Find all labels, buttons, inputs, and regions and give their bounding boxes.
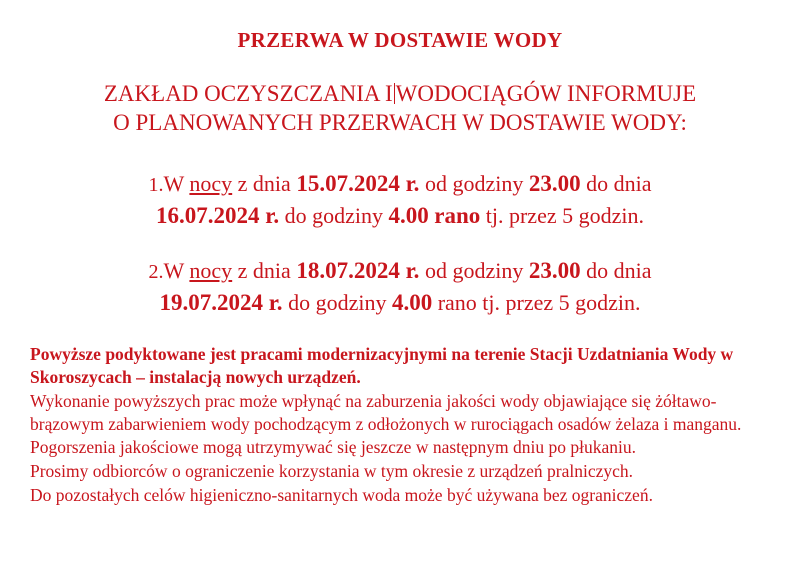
item-number: 2. [148, 261, 164, 284]
item-2-date-to: 19.07.2024 r. [159, 290, 283, 316]
item-2-seg3: od godziny [419, 258, 529, 284]
item-2-seg6: rano [437, 290, 477, 316]
item-1-seg5: do godziny [279, 202, 389, 228]
item-2-seg4: do dnia [580, 258, 652, 284]
lead-paragraph: Powyższe podyktowane jest pracami modernizacyjnymi na terenie Stacji Uzdatniania Wody w Skoroszycach – instalacją nowych urządzeń. [30, 343, 734, 387]
item-number: 1. [148, 173, 164, 196]
intro-block [0, 79, 800, 138]
item-2-seg5: do godziny [282, 290, 392, 316]
item-2-date-from: 18.07.2024 r. [296, 258, 420, 284]
item-1-underlined: nocy [189, 170, 233, 196]
item-1-date-from: 15.07.2024 r. [296, 170, 420, 196]
outage-item-1-line-1 [0, 168, 800, 200]
outage-item-2-line-1 [0, 255, 800, 287]
announcement-document [0, 28, 800, 563]
intro-line-1 [0, 79, 800, 108]
outage-list [0, 168, 800, 319]
item-1-date-to: 16.07.2024 r. [156, 202, 280, 228]
item-2-seg2: z dnia [232, 258, 297, 284]
list-item [0, 255, 800, 318]
item-1-seg7: tj. przez 5 godzin. [480, 202, 644, 228]
item-1-time-to: 4.00 [388, 202, 429, 228]
item-2-time-from: 23.00 [528, 258, 581, 284]
item-1-seg6: rano [434, 202, 481, 228]
item-2-underlined: nocy [189, 258, 233, 284]
outage-item-2-line-2 [0, 287, 800, 319]
paragraph-1: Wykonanie powyższych prac może wpłynąć na zaburzenia jakości wody objawiające się żółtawo-brązowym zabarwieniem wody pochodzącym z odłożonych w rurociągach osadów żelaza i manganu. Pogorszenia jakościowe mogą utrzymywać się jeszcze w następnym dniu po płukaniu. [30, 391, 742, 458]
item-1-seg3: od godziny [419, 170, 529, 196]
item-1-time-from: 23.00 [528, 170, 581, 196]
intro-line-1-after-caret: WODOCIĄGÓW INFORMUJE [395, 81, 697, 106]
item-1-seg1: W [163, 170, 190, 196]
paragraph-3: Do pozostałych celów higieniczno-sanitarnych woda może być używana bez ograniczeń. [30, 485, 653, 506]
list-item [0, 168, 800, 231]
body-text [30, 343, 770, 508]
paragraph-2: Prosimy odbiorców o ograniczenie korzystania w tym okresie z urządzeń pralniczych. [30, 461, 634, 482]
item-2-seg7: tj. przez 5 godzin. [476, 290, 641, 316]
intro-line-2: O PLANOWANYCH PRZERWACH W DOSTAWIE WODY: [113, 110, 687, 136]
intro-line-1-before-caret: ZAKŁAD OCZYSZCZANIA I [103, 81, 393, 106]
item-2-seg1: W [163, 258, 190, 284]
item-2-time-to: 4.00 [391, 290, 433, 316]
page-title: PRZERWA W DOSTAWIE WODY [237, 28, 563, 52]
outage-item-1-line-2 [0, 200, 800, 232]
item-1-seg2: z dnia [232, 170, 297, 196]
item-1-seg4: do dnia [580, 170, 652, 196]
text-cursor-icon [394, 83, 395, 105]
